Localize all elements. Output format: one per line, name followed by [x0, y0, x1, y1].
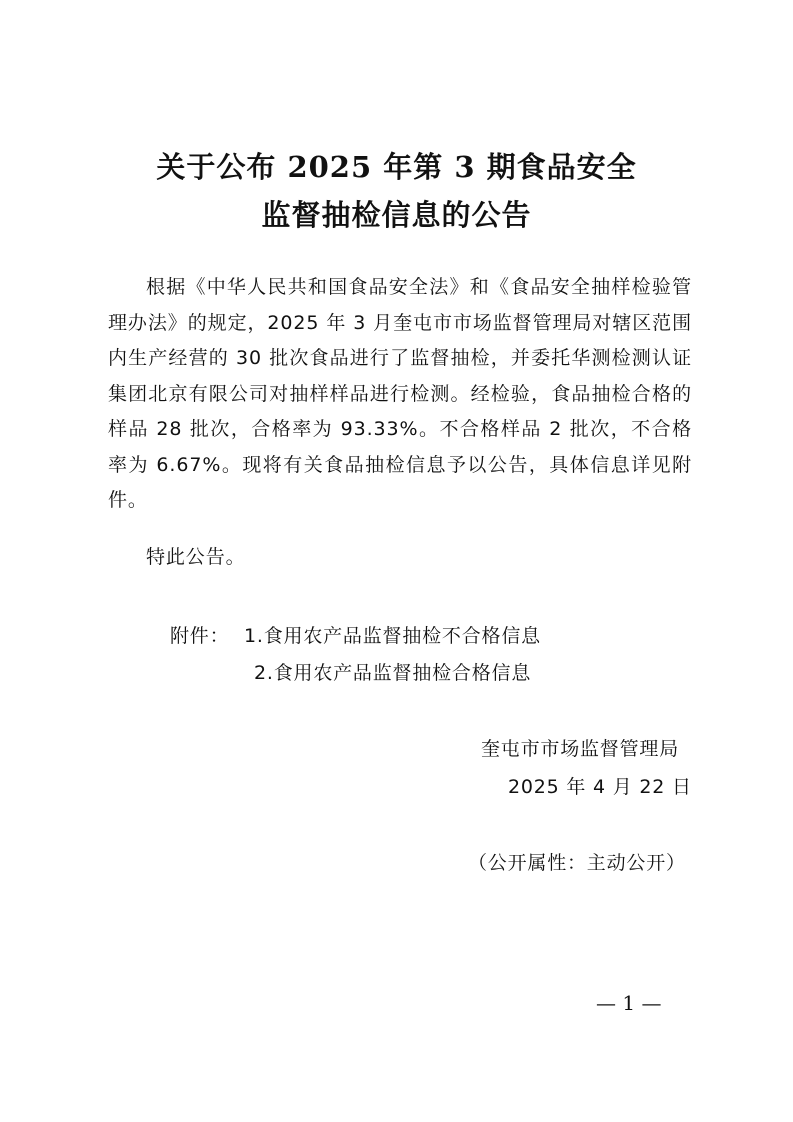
- attachment-item: 2.食用农产品监督抽检合格信息: [254, 662, 532, 684]
- page-number: — 1 —: [596, 991, 662, 1015]
- attachments-label: 附件：: [170, 625, 230, 647]
- attachment-item: 1.食用农产品监督抽检不合格信息: [244, 625, 541, 647]
- issuing-organization: 奎屯市市场监督管理局: [481, 738, 680, 760]
- issue-date: 2025 年 4 月 22 日: [508, 776, 692, 798]
- document-title-line-1: 关于公布 2025 年第 3 期食品安全: [156, 150, 637, 184]
- disclosure-attribute: （公开属性：主动公开）: [468, 852, 686, 874]
- document-title-line-2: 监督抽检信息的公告: [261, 198, 532, 232]
- closing-paragraph: 特此公告。: [146, 546, 246, 568]
- body-paragraph: 根据《中华人民共和国食品安全法》和《食品安全抽样检验管理办法》的规定，2025 年 3 月奎屯市市场监督管理局对辖区范围内生产经营的 30 批次食品进行了监督抽检，并委托华测检测认证集团北京有限公司对抽样样品进行检测。经检验，食品抽检合格的样品 28 批次，合格率为 93.33%。不合格样品 2 批次，不合格率为 6.67%。现将有关食品抽检信息予以公告，具体信息详见附件。: [108, 276, 692, 511]
